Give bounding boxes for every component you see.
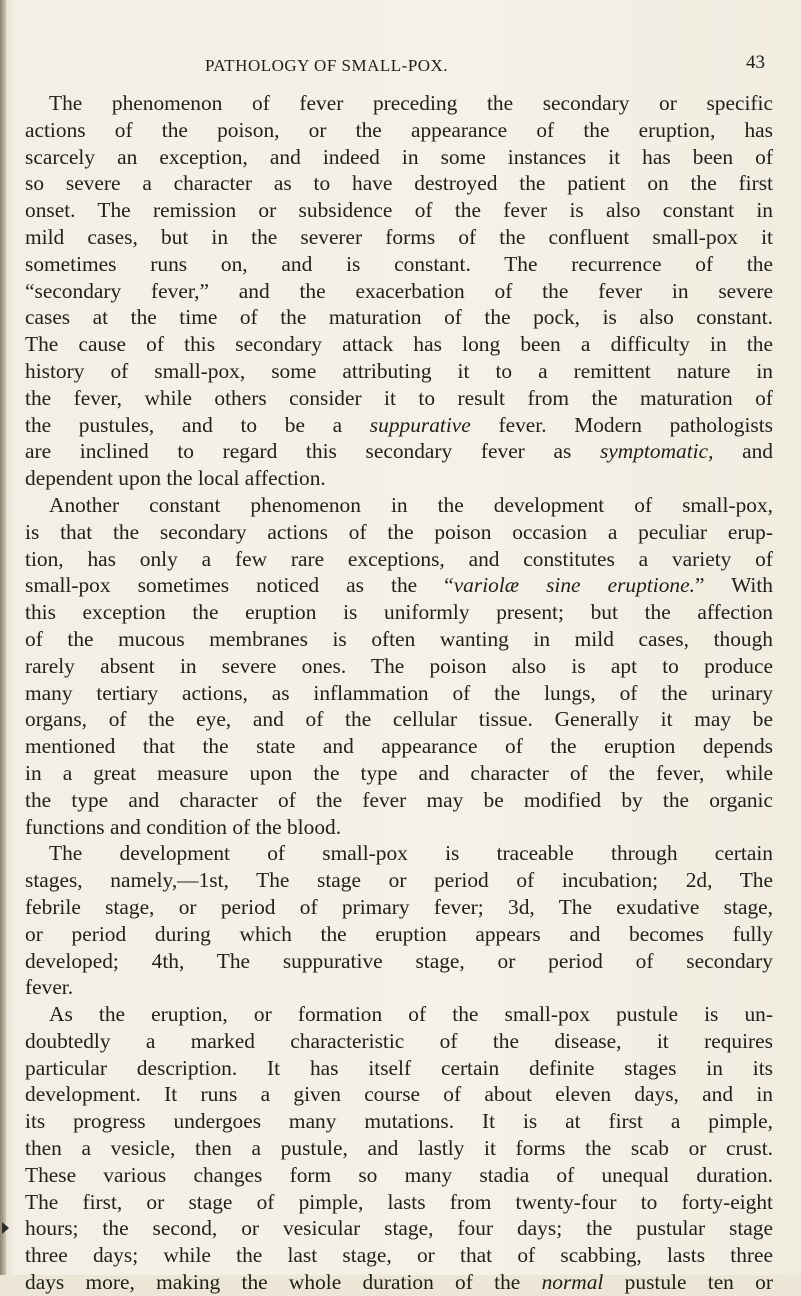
text-segment: hours; the second, or vesicular stage, four days; the pustular stage	[25, 1216, 773, 1241]
text-line	[25, 1108, 773, 1135]
text-segment: three days; while the last stage, or that of scabbing, lasts three	[25, 1243, 773, 1268]
text-line	[25, 251, 773, 278]
text-segment: history of small-pox, some attributing it to a remittent nature in	[25, 358, 773, 383]
text-segment: febrile stage, or period of primary fever; 3d, The exudative stage,	[25, 894, 773, 919]
text-segment: ” With	[694, 573, 774, 598]
text-segment: organs, of the eye, and of the cellular tissue. Generally it may be	[25, 707, 773, 732]
text-line	[25, 1001, 773, 1028]
text-segment: or period during which the eruption appears and becomes fully	[25, 921, 773, 946]
text-segment: The cause of this secondary attack has long been a difficulty in the	[25, 332, 773, 357]
text-line	[25, 304, 773, 331]
text-line	[25, 519, 773, 546]
text-segment: Another constant phenomenon in the development of small-pox,	[49, 492, 773, 517]
italic-text: symptomatic,	[599, 439, 714, 464]
text-line	[25, 894, 773, 921]
margin-arrow-icon	[2, 1222, 9, 1234]
text-line	[25, 438, 773, 465]
text-segment: fever. Modern pathologists	[470, 412, 773, 437]
text-line	[25, 974, 773, 1001]
text-segment: so severe a character as to have destroyed the patient on the first	[25, 171, 773, 196]
text-line	[25, 1189, 773, 1216]
text-segment: is that the secondary actions of the poison occasion a peculiar erup-	[25, 519, 773, 544]
text-segment: stages, namely,—1st, The stage or period of incubation; 2d, The	[25, 868, 773, 893]
text-segment: the pustules, and to be a	[25, 412, 370, 437]
text-line	[25, 1162, 773, 1189]
text-line	[25, 706, 773, 733]
text-segment: in a great measure upon the type and character of the fever, while	[25, 760, 773, 785]
text-line	[25, 1269, 773, 1296]
text-line	[25, 680, 773, 707]
text-segment: “secondary fever,” and the exacerbation of the fever in severe	[25, 278, 773, 303]
text-line	[25, 1242, 773, 1269]
text-segment: the fever, while others consider it to result from the maturation of	[25, 385, 773, 410]
text-line	[25, 331, 773, 358]
italic-text: normal	[541, 1270, 604, 1295]
text-segment: dependent upon the local affection.	[25, 466, 326, 491]
text-line	[25, 599, 773, 626]
text-segment: the type and character of the fever may be modified by the organic	[25, 787, 773, 812]
text-line	[25, 1055, 773, 1082]
text-line	[25, 1081, 773, 1108]
text-segment: The phenomenon of fever preceding the secondary or specific	[49, 91, 773, 115]
text-line	[25, 546, 773, 573]
page-binding-edge	[0, 0, 6, 1275]
text-line	[25, 840, 773, 867]
text-segment: functions and condition of the blood.	[25, 814, 342, 839]
text-line	[25, 867, 773, 894]
text-line	[25, 760, 773, 787]
text-line	[25, 412, 773, 439]
text-segment: mentioned that the state and appearance of the eruption depends	[25, 734, 773, 759]
text-segment: of the mucous membranes is often wanting in mild cases, though	[25, 626, 773, 651]
text-line	[25, 197, 773, 224]
text-line	[25, 1135, 773, 1162]
text-line	[25, 492, 773, 519]
body-text	[25, 90, 773, 1296]
text-line	[25, 170, 773, 197]
text-line	[25, 385, 773, 412]
text-segment: particular description. It has itself certain definite stages in its	[25, 1055, 773, 1080]
text-segment: rarely absent in severe ones. The poison also is apt to produce	[25, 653, 773, 678]
page-number: 43	[746, 52, 765, 73]
text-segment: These various changes form so many stadia of unequal duration.	[25, 1162, 773, 1187]
text-line	[25, 1028, 773, 1055]
text-segment: actions of the poison, or the appearance of the eruption, has	[25, 117, 773, 142]
text-segment: its progress undergoes many mutations. It is at first a pimple,	[25, 1109, 773, 1134]
text-segment: onset. The remission or subsidence of the fever is also constant in	[25, 198, 773, 223]
text-segment: and	[713, 439, 774, 464]
text-segment: cases at the time of the maturation of the pock, is also constant.	[25, 305, 773, 330]
text-segment: small-pox sometimes noticed as the “	[25, 573, 454, 598]
text-line	[25, 733, 773, 760]
text-line	[25, 626, 773, 653]
page-header	[205, 52, 765, 80]
text-segment: scarcely an exception, and indeed in some instances it has been of	[25, 144, 773, 169]
text-line	[25, 278, 773, 305]
text-segment: As the eruption, or formation of the small-pox pustule is un-	[49, 1002, 773, 1027]
text-line	[25, 814, 773, 841]
text-segment: fever.	[25, 975, 74, 1000]
text-segment: are inclined to regard this secondary fever as	[25, 439, 600, 464]
text-line	[25, 224, 773, 251]
running-head: PATHOLOGY OF SMALL-POX.	[205, 56, 449, 75]
text-segment: The development of small-pox is traceable through certain	[49, 841, 773, 866]
text-segment: development. It runs a given course of about eleven days, and in	[25, 1082, 773, 1107]
text-line	[25, 90, 773, 117]
italic-text: variolæ sine eruptione.	[453, 573, 695, 598]
text-line	[25, 1215, 773, 1242]
text-line	[25, 787, 773, 814]
text-line	[25, 465, 773, 492]
text-line	[25, 653, 773, 680]
text-line	[25, 144, 773, 171]
text-line	[25, 572, 773, 599]
text-line	[25, 948, 773, 975]
text-segment: developed; 4th, The suppurative stage, or period of secondary	[25, 948, 773, 973]
text-segment: The first, or stage of pimple, lasts from twenty-four to forty-eight	[25, 1189, 773, 1214]
text-segment: mild cases, but in the severer forms of the confluent small-pox it	[25, 224, 773, 249]
text-segment: this exception the eruption is uniformly present; but the affection	[25, 600, 773, 625]
text-segment: many tertiary actions, as inflammation of the lungs, of the urinary	[25, 680, 773, 705]
text-segment: sometimes runs on, and is constant. The recurrence of the	[25, 251, 773, 276]
text-segment: doubtedly a marked characteristic of the disease, it requires	[25, 1028, 773, 1053]
italic-text: suppurative	[369, 412, 471, 437]
text-line	[25, 358, 773, 385]
text-line	[25, 117, 773, 144]
text-segment: then a vesicle, then a pustule, and lastly it forms the scab or crust.	[25, 1136, 773, 1161]
text-segment: pustule ten or	[603, 1270, 773, 1295]
text-line	[25, 921, 773, 948]
text-segment: days more, making the whole duration of the	[25, 1270, 542, 1295]
text-segment: tion, has only a few rare exceptions, and constitutes a variety of	[25, 546, 773, 571]
